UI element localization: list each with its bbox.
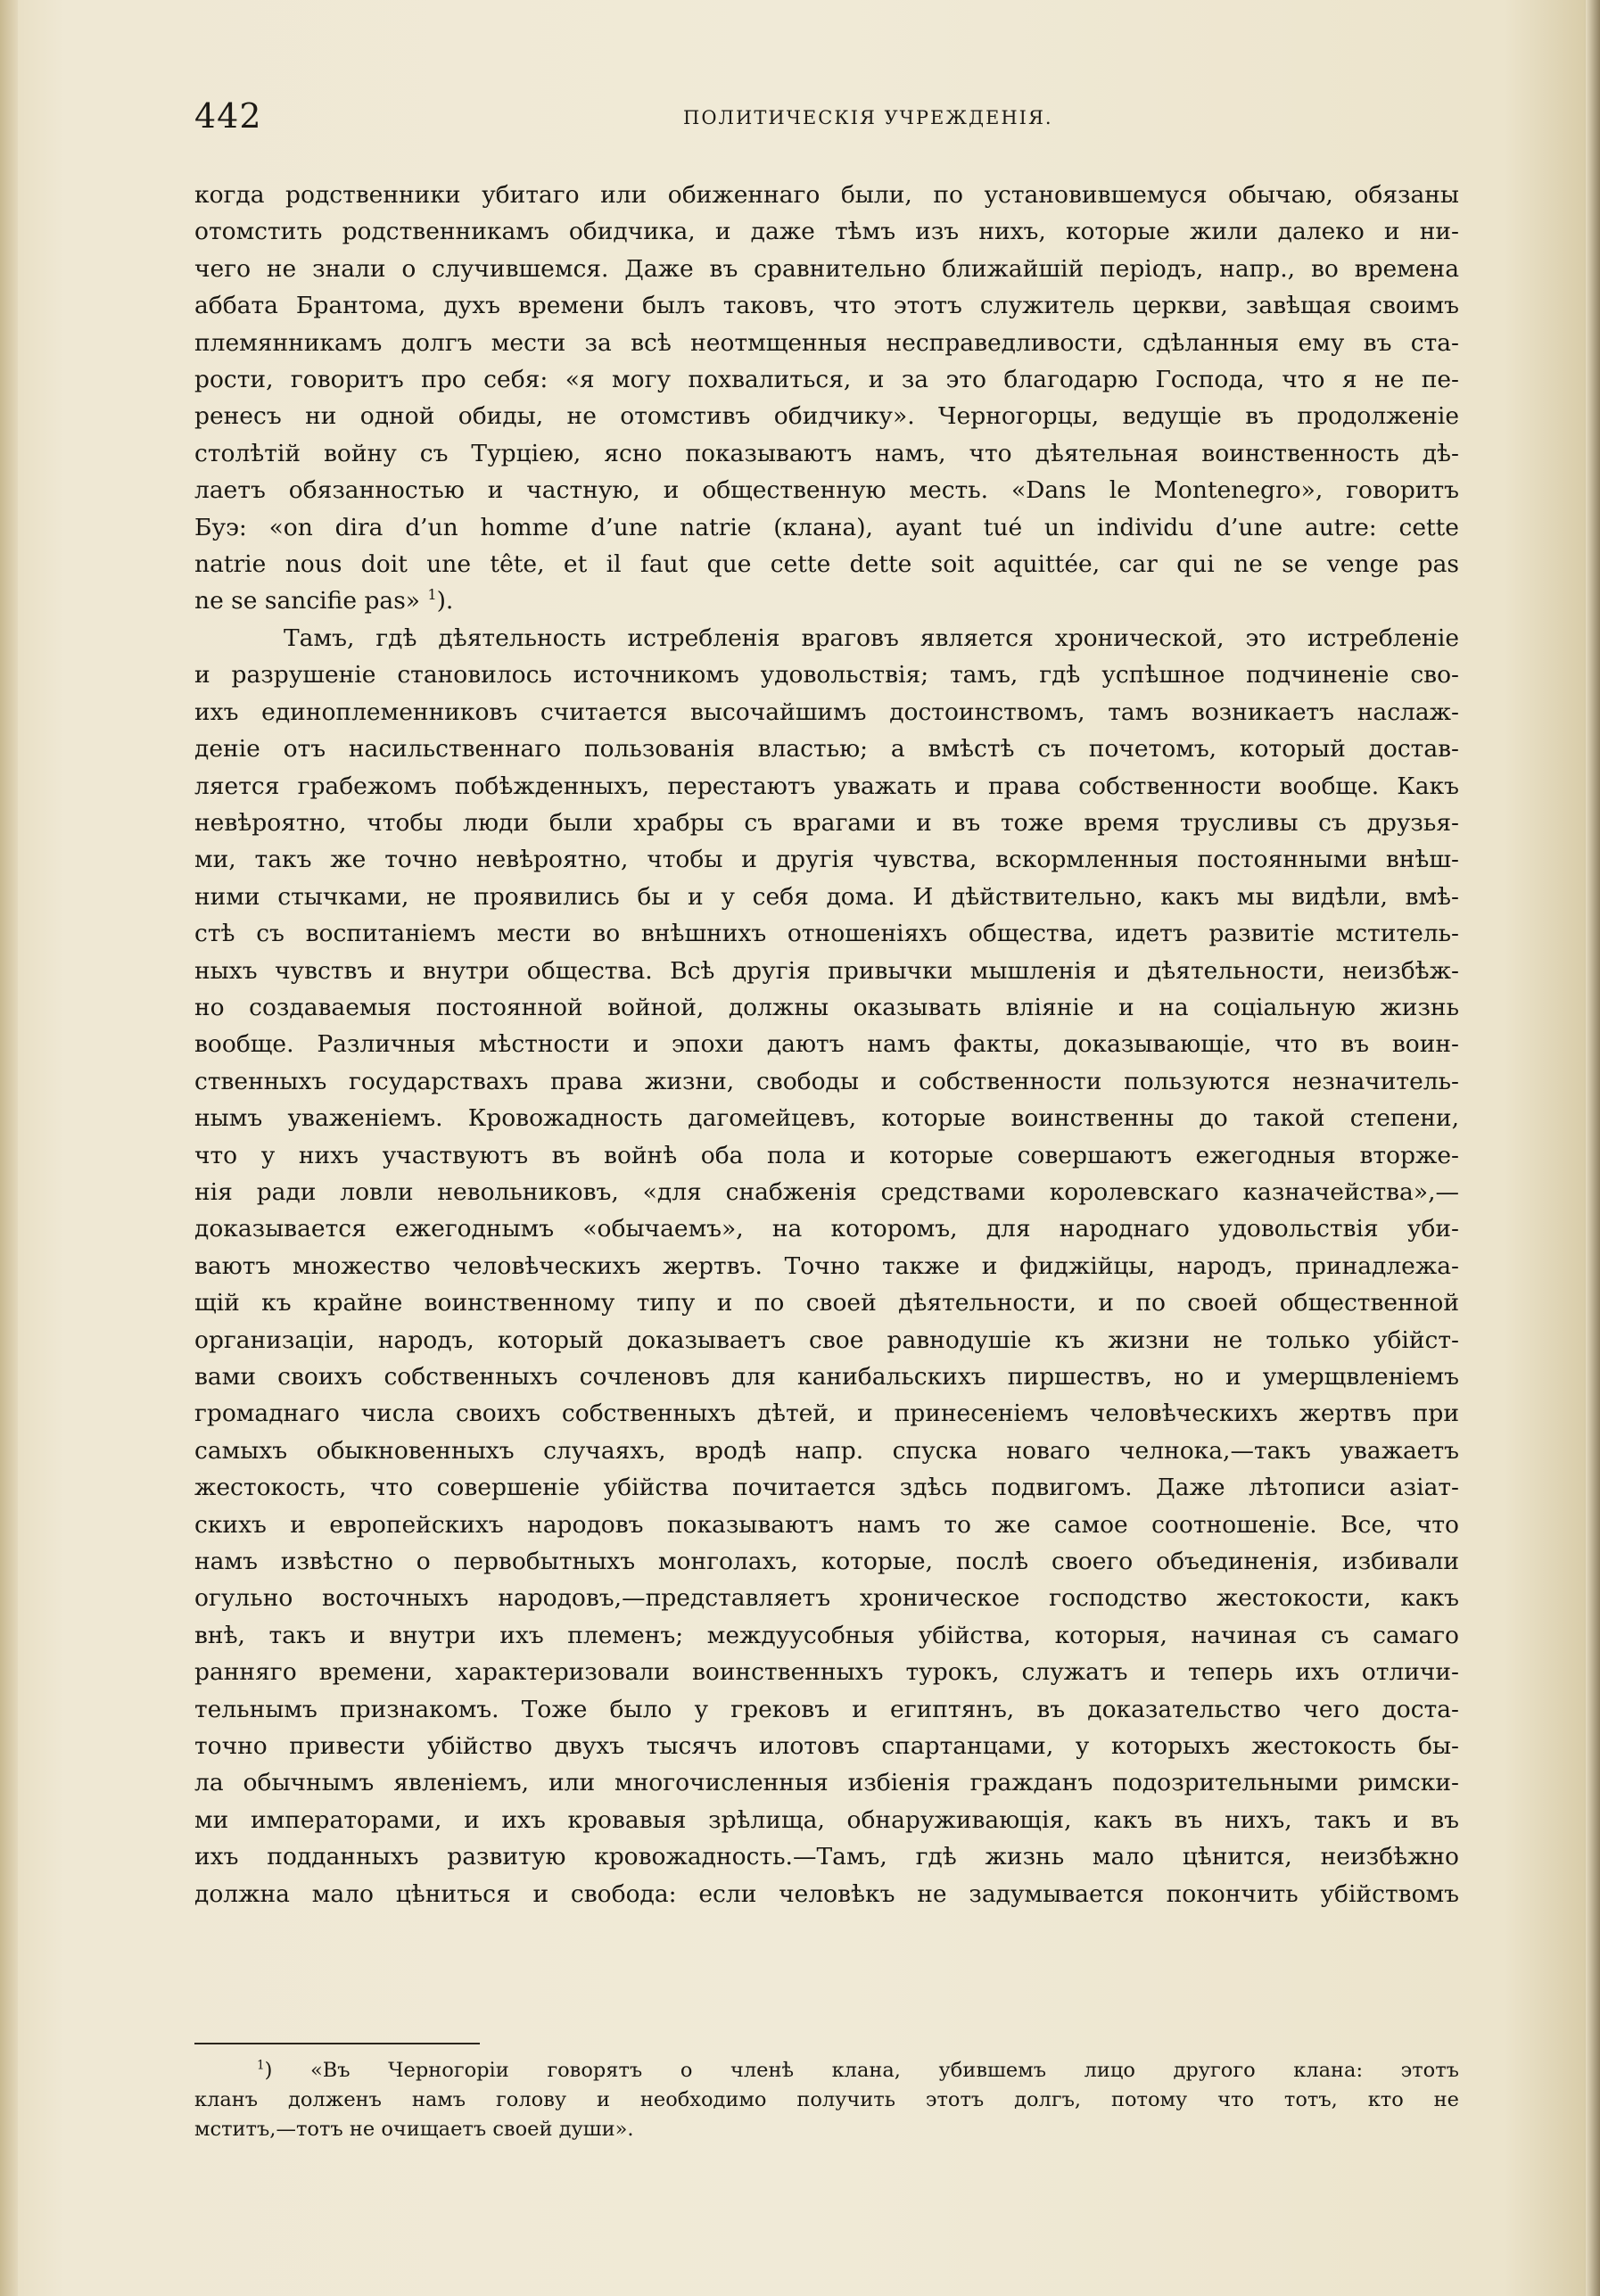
running-head: ПОЛИТИЧЕСКІЯ УЧРЕЖДЕНІЯ. <box>683 107 1053 128</box>
text-line: аббата Брантома, духъ времени былъ таковъ, что этотъ служитель церкви, завѣщая своимъ <box>194 292 1459 320</box>
text-line: ственныхъ государствахъ права жизни, свободы и собственности пользуются незначитель- <box>194 1067 1459 1095</box>
text-line: лаетъ обязанностью и частную, и общественную месть. «Dans le Montenegro», говоритъ <box>194 476 1459 505</box>
text-line: тельнымъ признакомъ. Тоже было у грековъ и египтянъ, въ доказательство чего доста- <box>194 1695 1459 1723</box>
footnote-divider <box>194 2043 480 2044</box>
text-line: ныхъ чувствъ и внутри общества. Всѣ другія привычки мышленія и дѣятельности, неизбѣж- <box>194 956 1459 985</box>
text-line: ми императорами, и ихъ кровавыя зрѣлища, обнаруживающія, какъ въ нихъ, такъ и въ <box>194 1805 1459 1834</box>
footnote-ref-close: ). <box>436 587 454 615</box>
text-line: рости, говоритъ про себя: «я могу похвалиться, и за это благодарю Господа, что я не пе- <box>194 366 1459 394</box>
text-line: должна мало цѣниться и свобода: если человѣкъ не задумывается покончить убійствомъ <box>194 1879 1459 1908</box>
text-line: natrie nous doit une tête, et il faut que cette dette soit aquittée, car qui ne se venge pas <box>194 550 1459 579</box>
text-line-paragraph-end <box>194 582 1459 619</box>
text-line: вообще. Различныя мѣстности и эпохи даютъ намъ факты, доказывающіе, что въ воин- <box>194 1030 1459 1059</box>
text-line: ранняго времени, характеризовали воинственныхъ турокъ, служатъ и теперь ихъ отличи- <box>194 1658 1459 1687</box>
text-line: чего не знали о случившемся. Даже въ сравнительно ближайшій періодъ, напр., во времена <box>194 254 1459 283</box>
text-line: ла обычнымъ явленіемъ, или многочисленныя избіенія гражданъ подозрительными римски- <box>194 1769 1459 1797</box>
text-line: но создаваемыя постоянной войной, должны оказывать вліяніе и на соціальную жизнь <box>194 993 1459 1021</box>
text-line: ваютъ множество человѣческихъ жертвъ. Точно также и фиджійцы, народъ, принадлежа- <box>194 1251 1459 1280</box>
text-line: нымъ уваженіемъ. Кровожадность дагомейцевъ, которые воинственны до такой степени, <box>194 1104 1459 1133</box>
footnote-line: мститъ,—тотъ не очищаетъ своей души». <box>194 2118 634 2141</box>
footnote-line <box>194 2056 1459 2085</box>
text-line: невѣроятно, чтобы люди были храбры съ врагами и въ тоже время трусливы съ друзья- <box>194 808 1459 837</box>
text-line: Буэ: «on dira d’un homme d’une natrie (клана), ayant tué un individu d’une autre: cette <box>194 513 1459 541</box>
text-line: огульно восточныхъ народовъ,—представляетъ хроническое господство жестокости, какъ <box>194 1584 1459 1613</box>
page-left-edge <box>0 0 18 2296</box>
text-line: ними стычками, не проявились бы и у себя дома. И дѣйствительно, какъ мы видѣли, вмѣ- <box>194 882 1459 911</box>
text-line: намъ извѣстно о первобытныхъ монголахъ, которые, послѣ своего объединенія, избивали <box>194 1548 1459 1576</box>
footnote-ref-marker: 1 <box>427 586 437 604</box>
text-line: ихъ подданныхъ развитую кровожадность.—Тамъ, гдѣ жизнь мало цѣнится, неизбѣжно <box>194 1843 1459 1871</box>
text-line: самыхъ обыкновенныхъ случаяхъ, вродѣ напр. спуска новаго челнока,—такъ уважаетъ <box>194 1436 1459 1465</box>
text-line: скихъ и европейскихъ народовъ показываютъ намъ то же самое соотношеніе. Все, что <box>194 1510 1459 1539</box>
text-line: отомстить родственникамъ обидчика, и даже тѣмъ изъ нихъ, которые жили далеко и ни- <box>194 218 1459 246</box>
text-line: вами своихъ собственныхъ сочленовъ для канибальскихъ пиршествъ, но и умерщвленіемъ <box>194 1363 1459 1391</box>
text-line: ми, такъ же точно невѣроятно, чтобы и другія чувства, вскормленныя постоянными внѣш- <box>194 846 1459 874</box>
text-line-content: ne se sancifie pas» <box>194 587 421 615</box>
text-line: точно привести убійство двухъ тысячъ илотовъ спартанцами, у которыхъ жестокость бы- <box>194 1732 1459 1761</box>
text-line: деніе отъ насильственнаго пользованія властью; а вмѣстѣ съ почетомъ, который достав- <box>194 735 1459 764</box>
text-line: племянникамъ долгъ мести за всѣ неотмщенныя несправедливости, сдѣланныя ему въ ста- <box>194 328 1459 357</box>
text-line: когда родственники убитаго или обиженнаго были, по установившемуся обычаю, обязаны <box>194 181 1459 209</box>
text-line: ихъ единоплеменниковъ считается высочайшимъ достоинствомъ, тамъ возникаетъ наслаж- <box>194 698 1459 726</box>
text-line: доказывается ежегоднымъ «обычаемъ», на которомъ, для народнаго удовольствія уби- <box>194 1215 1459 1243</box>
page-right-edge <box>1586 0 1600 2296</box>
text-line: ренесъ ни одной обиды, не отомстивъ обидчику». Черногорцы, ведущіе въ продолженіе <box>194 402 1459 431</box>
text-line: внѣ, такъ и внутри ихъ племенъ; междуусобныя убійства, которыя, начиная съ самаго <box>194 1621 1459 1649</box>
text-line: нія ради ловли невольниковъ, «для снабженія средствами королевскаго казначейства»,— <box>194 1177 1459 1206</box>
page-header <box>194 96 1461 141</box>
body-text <box>194 177 1459 1912</box>
text-line: стѣ съ воспитаніемъ мести во внѣшнихъ отношеніяхъ общества, идетъ развитіе мститель- <box>194 920 1459 948</box>
text-line: ляется грабежомъ побѣжденныхъ, перестаютъ уважать и права собственности вообще. Какъ <box>194 772 1459 800</box>
text-line: громаднаго числа своихъ собственныхъ дѣтей, и принесеніемъ человѣческихъ жертвъ при <box>194 1400 1459 1428</box>
footnote <box>194 2056 1459 2144</box>
text-line-paragraph-start: Тамъ, гдѣ дѣятельность истребленія враговъ является хронической, это истребленіе <box>284 624 1459 652</box>
footnote-line-text: ) «Въ Черногоріи говорятъ о членѣ клана, убившемъ лицо другого клана: этотъ <box>264 2059 1459 2082</box>
footnote-marker: 1 <box>257 2058 265 2073</box>
text-line: что у нихъ участвуютъ въ войнѣ оба пола и которые совершаютъ ежегодныя вторже- <box>194 1141 1459 1169</box>
text-line: и разрушеніе становилось источникомъ удовольствія; тамъ, гдѣ успѣшное подчиненіе сво- <box>194 661 1459 690</box>
page-number: 442 <box>194 96 262 136</box>
text-line: столѣтій войну съ Турціею, ясно показываютъ намъ, что дѣятельная воинственность дѣ- <box>194 439 1459 467</box>
text-line: жестокость, что совершеніе убійства почитается здѣсь подвигомъ. Даже лѣтописи азіат- <box>194 1474 1459 1502</box>
text-line: организаціи, народъ, который доказываетъ свое равнодушіе къ жизни не только убійст- <box>194 1326 1459 1354</box>
footnote-line: кланъ долженъ намъ голову и необходимо получить этотъ долгъ, потому что тотъ, кто не <box>194 2088 1459 2111</box>
text-line: щій къ крайне воинственному типу и по своей дѣятельности, и по своей общественной <box>194 1289 1459 1317</box>
